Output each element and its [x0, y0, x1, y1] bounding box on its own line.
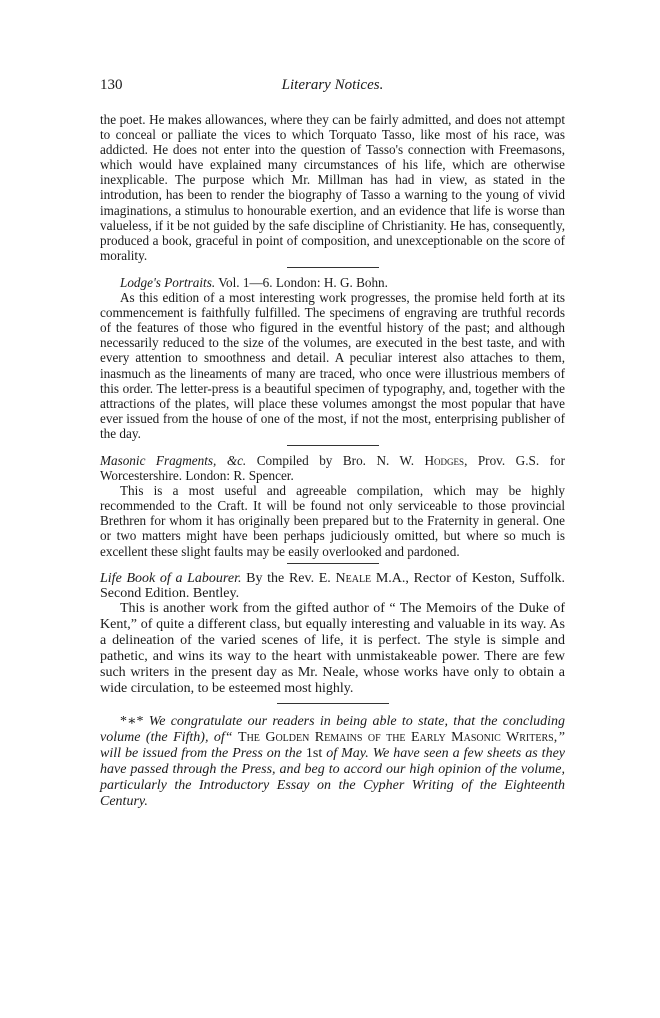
- announcement-date: 1st: [305, 745, 323, 761]
- announced-book-title: The Golden Remains of the Early Masonic Writers,: [238, 729, 558, 745]
- page-header: [100, 77, 565, 97]
- notice-heading: [100, 571, 565, 601]
- notice-heading: [100, 275, 565, 290]
- book-title: Masonic Fragments, &c.: [100, 452, 247, 468]
- announcement-text: of May. We have seen a few sheets as they have passed through the Press, and beg to accord our high opinion of the volume, particularly the Introductory Essay on the Cypher Writing of the Eighteenth Century.: [100, 745, 565, 809]
- notice-life-book: [100, 571, 565, 697]
- intro-paragraph: the poet. He makes allowances, where they can be fairly admitted, and does not attempt to conceal or palliate the vices to which Torquato Tasso, like most of his race, was addicted. He does not enter into the question of Tasso's connection with Freemasons, which would have explained many circumstances of his life, which are otherwise inexplicable. The purpose which Mr. Millman has had in view, as stated in the introdution, has been to render the biography of Tasso a warning to the young of vivid imaginations, a stimulus to honourable exertion, and an evidence that life is worse than valueless, if it be not guided by the safe discipline of Christianity. He has, consequently, produced a book, graceful in point of composition, and unexceptionable on the score of morality.: [100, 112, 565, 263]
- page-content: [100, 112, 565, 810]
- notice-heading: [100, 453, 565, 483]
- section-divider: [277, 703, 389, 704]
- author-name: Neale: [335, 570, 372, 586]
- section-divider: [287, 563, 379, 564]
- book-details: By the Rev. E.: [241, 570, 336, 586]
- notice-body: This is another work from the gifted author of “ The Memoirs of the Duke of Kent,” of quite a different class, but equally interesting and valuable in its way. As a delineation of the varied scenes of life, it is perfect. The style is simple and pathetic, and wins its way to the heart with unmistakeable power. There are few such writers in the present day as Mr. Neale, whose works have only to obtain a wide circulation, to be esteemed most highly.: [100, 600, 565, 696]
- page-number: 130: [100, 77, 123, 93]
- running-title: Literary Notices.: [281, 77, 384, 93]
- announcement-text: We congratulate our readers in being able to state, that the concluding volume (the Fifth), of“: [100, 713, 566, 745]
- book-details: Vol. 1—6. London: H. G. Bohn.: [215, 274, 388, 290]
- section-divider: [287, 445, 379, 446]
- section-divider: [287, 267, 379, 268]
- book-details: , Prov. G.S. for Worcestershire. London: R. Spencer.: [100, 452, 565, 484]
- author-name: Hodges: [424, 452, 465, 468]
- asterism-mark: *∗*: [120, 713, 149, 729]
- notice-masonic-fragments: [100, 453, 565, 559]
- closing-announcement: [100, 714, 565, 810]
- book-details: M.A., Rector of Keston, Suffolk. Second Edition. Bentley.: [100, 570, 566, 601]
- notice-body: This is a most useful and agreeable compilation, which may be highly recommended to the Craft. It will be found not only serviceable to those provincial Brethren for whom it has originally been prepared but to the Fraternity in general. One or two matters might have been perhaps judiciously omitted, but where so much is excellent these slight faults may be easily overlooked and pardoned.: [100, 483, 565, 559]
- book-title: Life Book of a Labourer.: [100, 570, 242, 586]
- notice-lodges-portraits: [100, 275, 565, 441]
- notice-body: As this edition of a most interesting work progresses, the promise held forth at its commencement is faithfully fulfilled. The specimens of engraving are truthful records of the features of those who figured in the eventful history of the past; and although necessarily reduced to the size of the volumes, are executed in the best taste, and with every attention to smoothness and detail. A peculiar interest also attaches to them, inasmuch as the lineaments of many are traced, who once were illustrious members of this order. The letter-press is a beautiful specimen of typography, and, together with the attractions of the plates, will place these volumes amongst the most popular that have ever issued from the house of one of the most, if not the most, enterprising publisher of the day.: [100, 290, 565, 441]
- announcement-text: ” will be issued from the Press on the: [100, 729, 565, 761]
- book-title: Lodge's Portraits.: [120, 274, 216, 290]
- book-details: Compiled by Bro. N. W.: [246, 452, 425, 468]
